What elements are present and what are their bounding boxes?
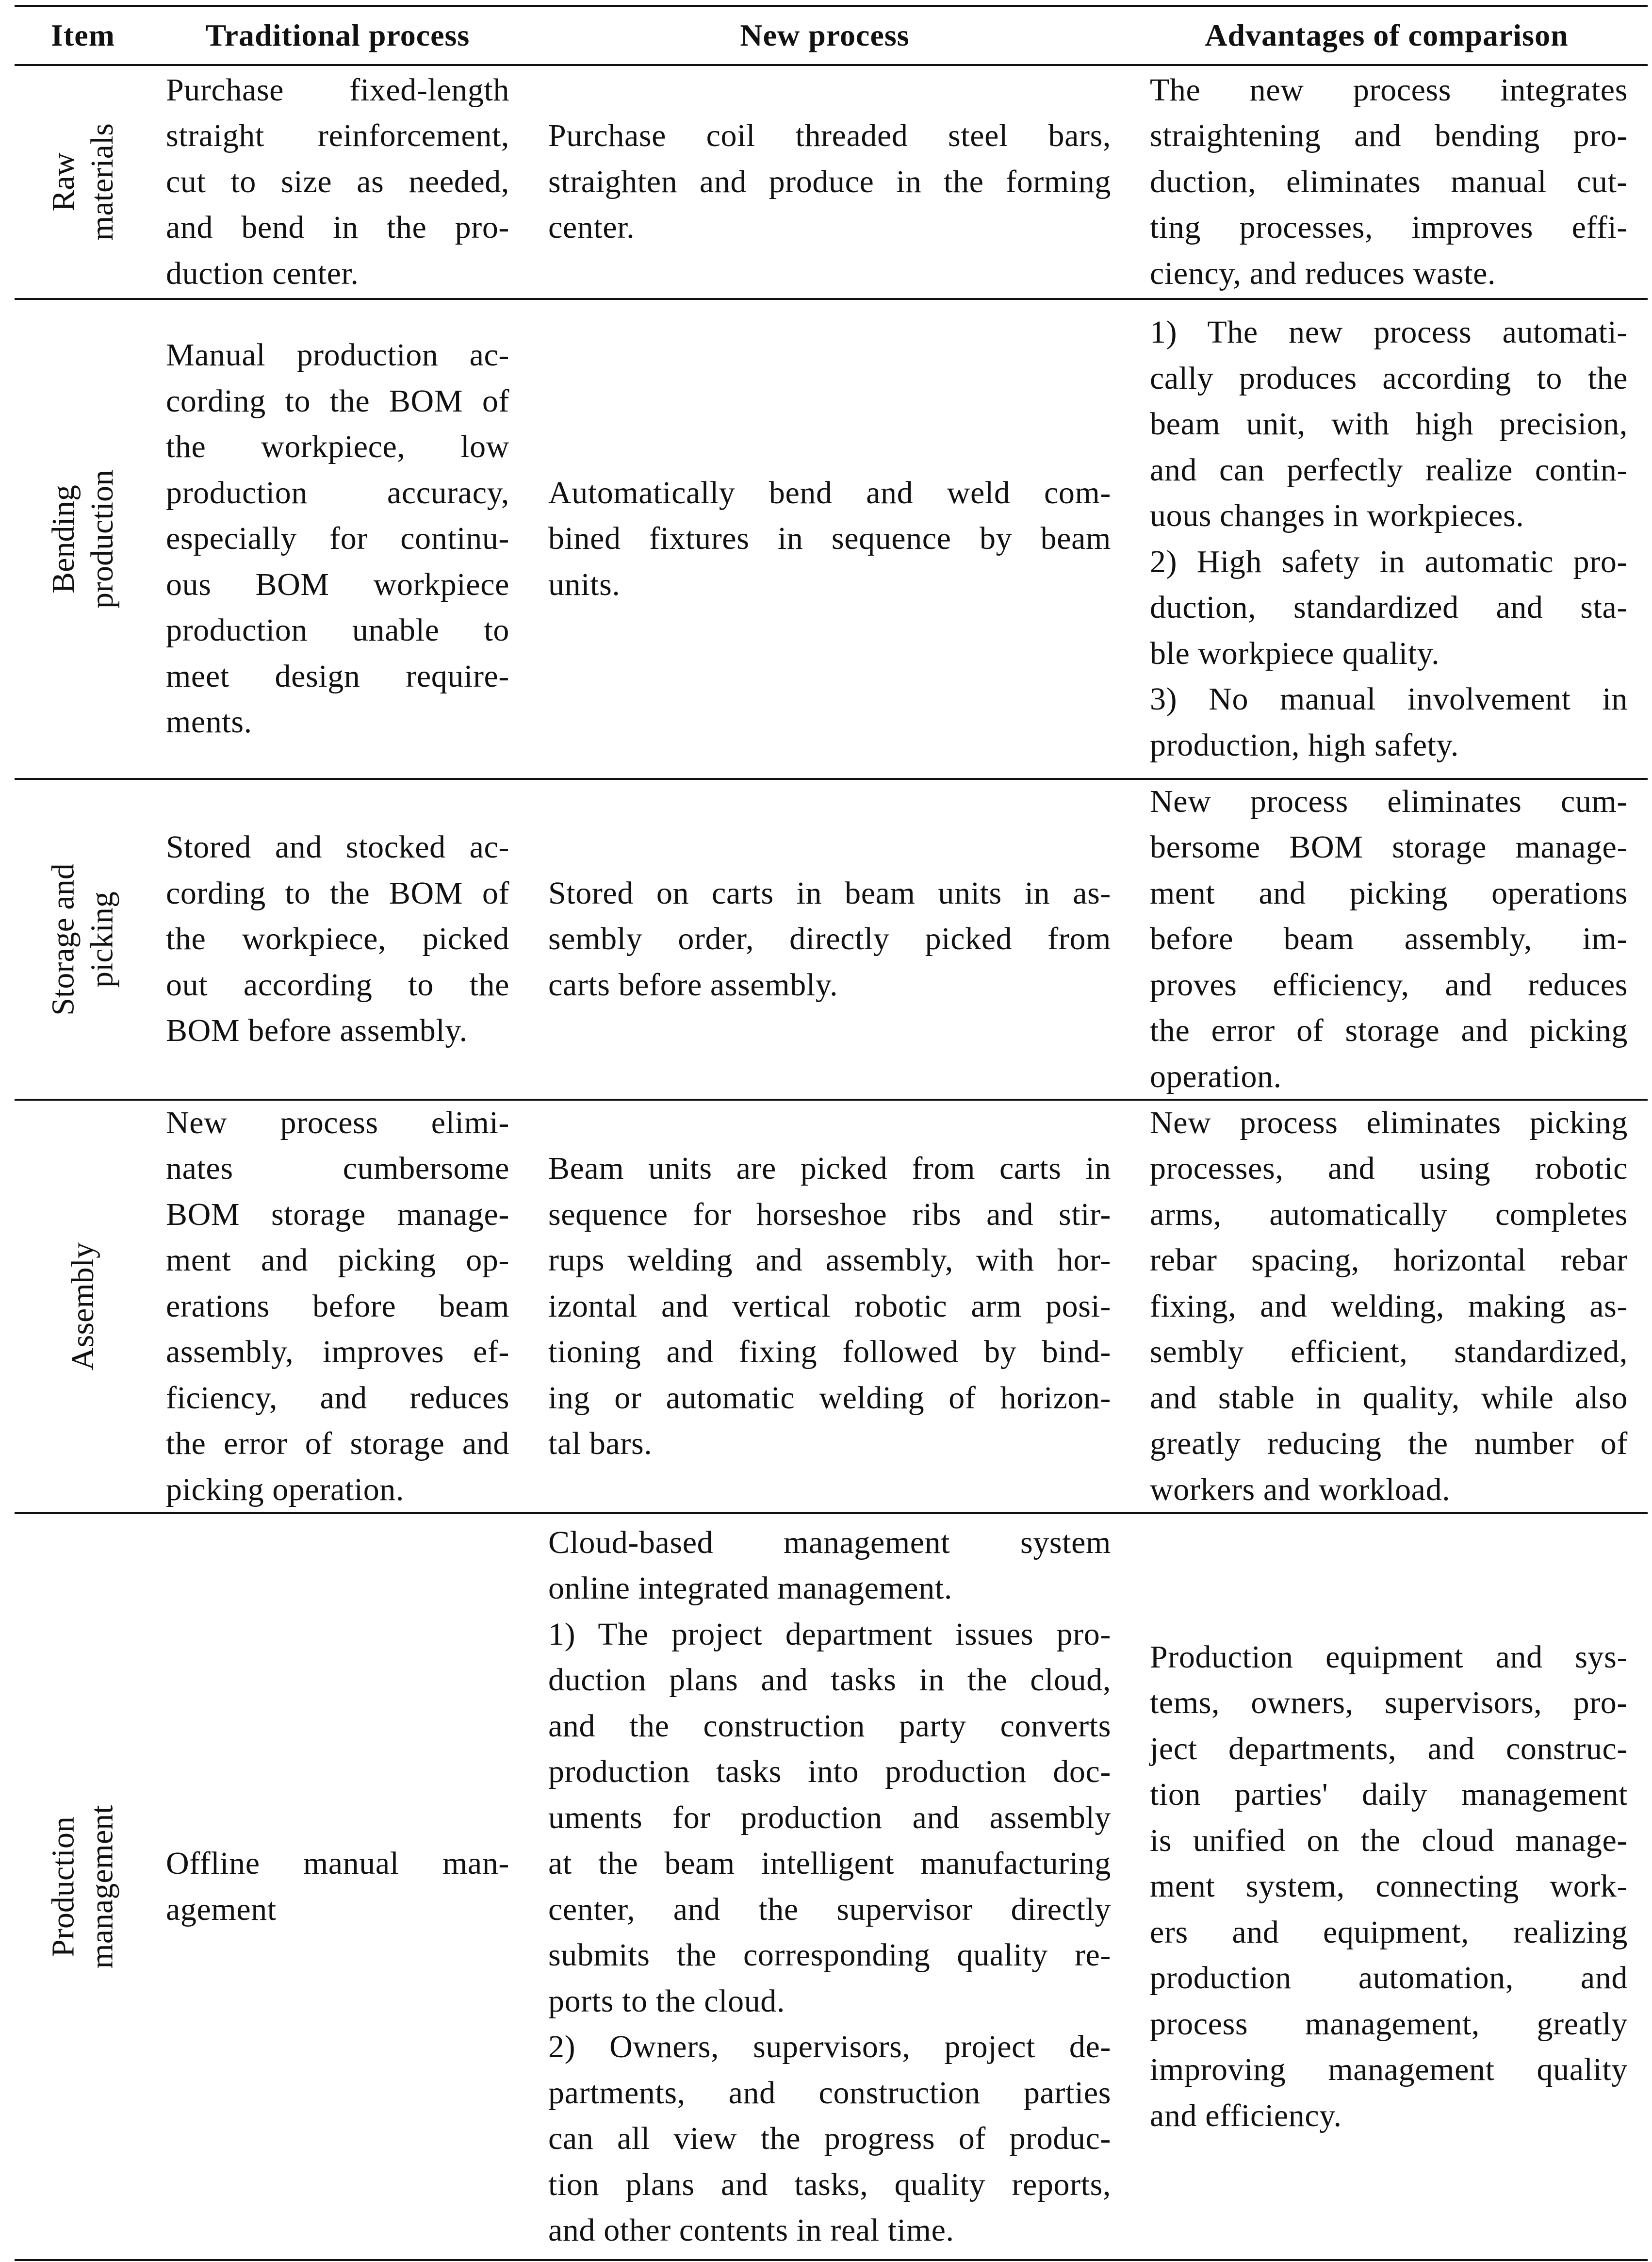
cell-text-line: agement (166, 1891, 277, 1927)
cell-text-line: BOM before assembly. (166, 1013, 468, 1049)
cell-text-line: Automatically bend and weld com- (548, 475, 1111, 511)
cell-text-line: cally produces according to the (1150, 360, 1628, 396)
item-cell (15, 300, 151, 778)
cell-text-line: ficiency, and reduces (166, 1380, 509, 1416)
cell-text-line: online integrated management. (548, 1570, 952, 1606)
cell-text-line: cording to the BOM of (166, 383, 509, 419)
cell-text-line: duction plans and tasks in the cloud, (548, 1662, 1111, 1698)
item-label-line: Assembly (65, 1242, 100, 1370)
cell-text-line: is unified on the cloud manage- (1150, 1822, 1628, 1858)
cell-text-line: ments. (166, 704, 252, 740)
cell-text-line: ment and picking op- (166, 1242, 509, 1278)
cell-text-line: at the beam intelligent manufacturing (548, 1846, 1111, 1881)
cell-text-line: uous changes in workpieces. (1150, 498, 1524, 533)
cell-text-line: Beam units are picked from carts in (548, 1151, 1111, 1187)
cell-text-line: operation. (1150, 1058, 1282, 1094)
traditional-process-cell (166, 66, 509, 298)
cell-text-line: assembly, improves ef- (166, 1334, 509, 1370)
table-row (15, 1514, 1648, 2259)
item-cell (15, 780, 151, 1099)
cell-text-line: production automation, and (1150, 1960, 1628, 1996)
cell-text-line: beam unit, with high precision, (1150, 406, 1628, 442)
header-advantages: Advantages of comparison (1205, 18, 1569, 52)
cell-text-line: rups welding and assembly, with hor- (548, 1242, 1111, 1278)
cell-text-line: production, high safety. (1150, 727, 1459, 763)
cell-text-line: tal bars. (548, 1426, 653, 1462)
cell-text-line: ble workpiece quality. (1150, 635, 1440, 671)
cell-text-line: Purchase fixed-length (166, 72, 509, 108)
cell-text-line: the workpiece, low (166, 429, 509, 465)
cell-text-line: cut to size as needed, (166, 164, 509, 199)
cell-text-line: straight reinforcement, (166, 118, 509, 154)
cell-text-line: production unable to (166, 612, 509, 648)
cell-text-line: arms, automatically completes (1150, 1196, 1628, 1232)
table-row (15, 300, 1648, 778)
cell-text-line: ing or automatic welding of horizon- (548, 1380, 1111, 1416)
item-label-line: management (84, 1804, 120, 1969)
cell-text-line: submits the corresponding quality re- (548, 1937, 1111, 1973)
traditional-process-cell (166, 780, 509, 1099)
cell-text-line: proves efficiency, and reduces (1150, 967, 1628, 1003)
cell-text-line: ting processes, improves effi- (1150, 210, 1628, 246)
item-cell (15, 1514, 151, 2259)
cell-text-line: ous BOM workpiece (166, 566, 509, 602)
item-label (64, 1242, 102, 1370)
cell-text-line: rebar spacing, horizontal rebar (1150, 1242, 1628, 1278)
table-row (15, 66, 1648, 298)
new-process-cell (548, 1514, 1111, 2259)
item-label-line: production (84, 469, 120, 609)
table-row (15, 780, 1648, 1099)
cell-text-line: New process eliminates picking (1150, 1105, 1628, 1140)
cell-text-line: and stable in quality, while also (1150, 1380, 1628, 1416)
item-label-line: Bending (46, 484, 82, 594)
cell-text-line: 2) High safety in automatic pro- (1150, 544, 1628, 579)
item-label (44, 123, 122, 241)
cell-text-line: ports to the cloud. (548, 1983, 785, 2019)
advantages-cell (1150, 1101, 1628, 1512)
header-traditional-process: Traditional process (205, 18, 470, 52)
cell-text-line: duction, eliminates manual cut- (1150, 164, 1628, 199)
cell-text-line: and efficiency. (1150, 2097, 1342, 2133)
item-cell (15, 66, 151, 298)
cell-text-line: and the construction party converts (548, 1708, 1111, 1744)
cell-text-line: ject departments, and construc- (1150, 1731, 1628, 1767)
cell-text-line: erations before beam (166, 1288, 509, 1324)
cell-text-line: processes, and using robotic (1150, 1151, 1628, 1187)
item-label-line: picking (84, 891, 120, 988)
cell-text-line: Manual production ac- (166, 337, 509, 373)
cell-text-line: sequence for horseshoe ribs and stir- (548, 1196, 1111, 1232)
cell-text-line: center, and the supervisor directly (548, 1891, 1111, 1927)
cell-text-line: The new process integrates (1150, 72, 1628, 108)
new-process-cell (548, 1101, 1111, 1512)
cell-text-line: bined fixtures in sequence by beam (548, 521, 1111, 557)
cell-text-line: New process eliminates cum- (1150, 783, 1628, 819)
cell-text-line: uments for production and assembly (548, 1800, 1111, 1835)
cell-text-line: out according to the (166, 967, 509, 1003)
item-label (44, 863, 122, 1015)
cell-text-line: Production equipment and sys- (1150, 1639, 1628, 1675)
cell-text-line: 2) Owners, supervisors, project de- (548, 2029, 1111, 2064)
header-item: Item (51, 18, 115, 52)
item-cell (15, 1101, 151, 1512)
advantages-cell (1150, 300, 1628, 778)
cell-text-line: Offline manual man- (166, 1846, 509, 1881)
cell-text-line: izontal and vertical robotic arm posi- (548, 1288, 1111, 1324)
cell-text-line: sembly efficient, standardized, (1150, 1334, 1628, 1370)
traditional-process-cell (166, 300, 509, 778)
cell-text-line: cording to the BOM of (166, 875, 509, 911)
cell-text-line: units. (548, 566, 621, 602)
cell-text-line: Stored on carts in beam units in as- (548, 875, 1111, 911)
cell-text-line: the error of storage and picking (1150, 1013, 1628, 1049)
cell-text-line: carts before assembly. (548, 967, 838, 1003)
header-new-process: New process (740, 18, 910, 52)
advantages-cell (1150, 1514, 1628, 2259)
cell-text-line: and other contents in real time. (548, 2212, 954, 2248)
cell-text-line: BOM storage manage- (166, 1196, 509, 1232)
cell-text-line: production tasks into production doc- (548, 1754, 1111, 1789)
cell-text-line: process management, greatly (1150, 2006, 1628, 2042)
cell-text-line: center. (548, 210, 635, 246)
cell-text-line: workers and workload. (1150, 1471, 1451, 1507)
cell-text-line: ment system, connecting work- (1150, 1868, 1628, 1904)
cell-text-line: and can perfectly realize contin- (1150, 452, 1628, 488)
new-process-cell (548, 780, 1111, 1099)
cell-text-line: tion plans and tasks, quality reports, (548, 2166, 1111, 2202)
new-process-cell (548, 66, 1111, 298)
cell-text-line: ers and equipment, realizing (1150, 1914, 1628, 1950)
cell-text-line: duction, standardized and sta- (1150, 590, 1628, 625)
cell-text-line: picking operation. (166, 1471, 405, 1507)
traditional-process-cell (166, 1514, 509, 2259)
table-row (15, 1101, 1648, 1512)
cell-text-line: tion parties' daily management (1150, 1777, 1628, 1813)
cell-text-line: before beam assembly, im- (1150, 921, 1628, 957)
cell-text-line: ment and picking operations (1150, 875, 1628, 911)
cell-text-line: nates cumbersome (166, 1151, 509, 1187)
cell-text-line: production accuracy, (166, 475, 509, 511)
cell-text-line: greatly reducing the number of (1150, 1426, 1628, 1462)
cell-text-line: tems, owners, supervisors, pro- (1150, 1685, 1628, 1721)
table-bottom-rule (15, 2259, 1648, 2261)
new-process-cell (548, 300, 1111, 778)
cell-text-line: 1) The project department issues pro- (548, 1616, 1111, 1652)
item-label (44, 470, 122, 609)
cell-text-line: Stored and stocked ac- (166, 829, 509, 865)
advantages-cell (1150, 66, 1628, 298)
item-label-line: Production (46, 1816, 81, 1957)
cell-text-line: New process elimi- (166, 1105, 509, 1140)
cell-text-line: especially for continu- (166, 521, 509, 557)
cell-text-line: bersome BOM storage manage- (1150, 829, 1628, 865)
cell-text-line: straighten and produce in the forming (548, 164, 1111, 199)
cell-text-line: 1) The new process automati- (1150, 314, 1628, 350)
cell-text-line: improving management quality (1150, 2052, 1628, 2088)
cell-text-line: meet design require- (166, 658, 509, 694)
advantages-cell (1150, 780, 1628, 1099)
item-label-line: Raw (46, 152, 81, 212)
traditional-process-cell (166, 1101, 509, 1512)
cell-text-line: tioning and fixing followed by bind- (548, 1334, 1111, 1370)
cell-text-line: straightening and bending pro- (1150, 118, 1628, 154)
item-label-line: Storage and (46, 863, 81, 1016)
cell-text-line: sembly order, directly picked from (548, 921, 1111, 957)
cell-text-line: and bend in the pro- (166, 210, 509, 246)
cell-text-line: 3) No manual involvement in (1150, 681, 1628, 717)
cell-text-line: the error of storage and (166, 1426, 509, 1462)
cell-text-line: Purchase coil threaded steel bars, (548, 118, 1111, 154)
cell-text-line: ciency, and reduces waste. (1150, 255, 1496, 291)
item-label (44, 1805, 122, 1968)
cell-text-line: fixing, and welding, making as- (1150, 1288, 1628, 1324)
cell-text-line: duction center. (166, 255, 359, 291)
cell-text-line: partments, and construction parties (548, 2075, 1111, 2111)
cell-text-line: can all view the progress of produc- (548, 2121, 1111, 2156)
cell-text-line: the workpiece, picked (166, 921, 509, 957)
item-label-line: materials (84, 123, 120, 241)
cell-text-line: Cloud-based management system (548, 1524, 1111, 1560)
